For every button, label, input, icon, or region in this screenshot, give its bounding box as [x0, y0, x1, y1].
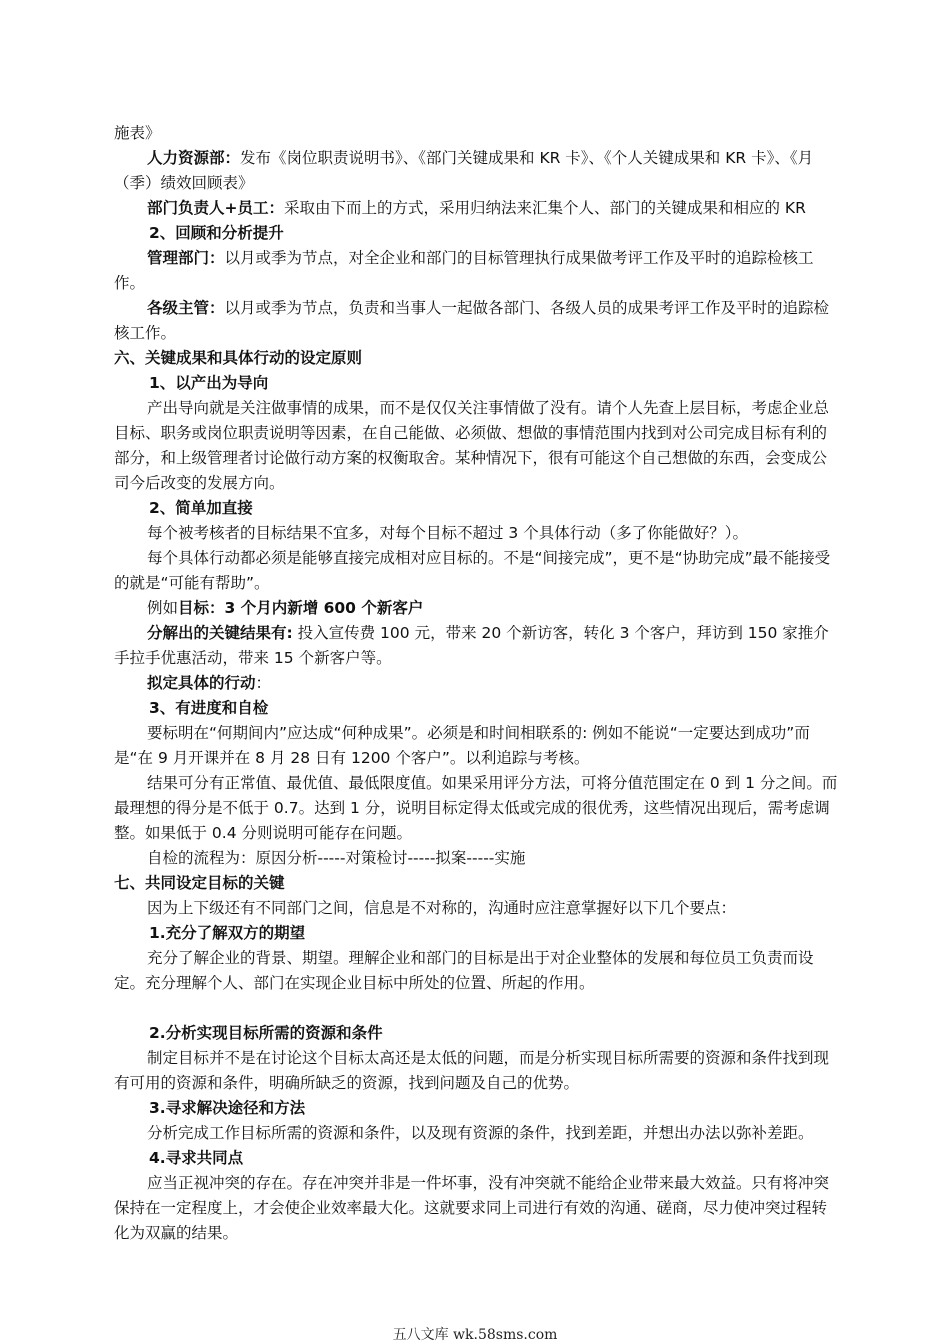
paragraph-6-3c: 自检的流程为：原因分析-----对策检讨-----拟案-----实施	[147, 849, 526, 867]
paragraph-actions	[114, 671, 838, 696]
subheading-6-3: 3、有进度和自检	[149, 699, 269, 717]
actions-colon: ：	[255, 674, 272, 692]
text-supervisors: 以月或季为节点，负责和当事人一起做各部门、各级人员的成果考评工作及平时的追踪检核工作。	[114, 299, 830, 342]
label-key-results: 分解出的关键结果有:	[147, 624, 293, 642]
example-prefix: 例如	[147, 599, 179, 617]
paragraph-7-3: 分析完成工作目标所需的资源和条件，以及现有资源的条件，找到差距，并想出办法以弥补差距。	[147, 1124, 814, 1142]
paragraph-hr-dept	[114, 146, 838, 196]
text-mgmt: 以月或季为节点，对全企业和部门的目标管理执行成果做考评工作及平时的追踪检核工作。	[114, 249, 814, 292]
paragraph-7-4: 应当正视冲突的存在。存在冲突并非是一件坏事，没有冲突就不能给企业带来最大效益。只有将冲突保持在一定程度上，才会使企业效率最大化。这就要求同上司进行有效的沟通、磋商，尽力使冲突过程转化为双赢的结果。	[114, 1174, 830, 1242]
label-hr: 人力资源部：	[147, 149, 241, 167]
section-heading-7: 七、共同设定目标的关键	[114, 874, 285, 892]
paragraph-7: 因为上下级还有不同部门之间，信息是不对称的，沟通时应注意掌握好以下几个要点：	[147, 899, 737, 917]
subheading-6-2: 2、简单加直接	[149, 499, 253, 517]
paragraph-dept-head	[114, 196, 838, 221]
footer-watermark: 五八文库 wk.58sms.com	[392, 1327, 558, 1343]
paragraph-key-results	[114, 621, 838, 671]
paragraph-7-1: 充分了解企业的背景、期望。理解企业和部门的目标是出于对企业整体的发展和每位员工负责而设定。充分理解个人、部门在实现企业目标中所处的位置、所起的作用。	[114, 949, 814, 992]
label-dept-head: 部门负责人+员工：	[147, 199, 284, 217]
document-body	[114, 121, 838, 1246]
text-line: 施表》	[114, 124, 161, 142]
text-hr: 发布《岗位职责说明书》、《部门关键成果和 KR 卡》、《个人关键成果和 KR 卡》、《月（季）绩效回顾表》	[114, 149, 814, 192]
paragraph-example	[114, 596, 838, 621]
paragraph-supervisors	[114, 296, 838, 346]
subheading-6-1: 1、以产出为导向	[149, 374, 269, 392]
label-actions: 拟定具体的行动	[147, 674, 256, 692]
paragraph-7-2: 制定目标并不是在讨论这个目标太高还是太低的问题，而是分析实现目标所需要的资源和条件找到现有可用的资源和条件，明确所缺乏的资源，找到问题及自己的优势。	[114, 1049, 830, 1092]
subheading-7-2: 2.分析实现目标所需的资源和条件	[149, 1024, 383, 1042]
subheading-7-3: 3.寻求解决途径和方法	[149, 1099, 306, 1117]
paragraph-mgmt-dept	[114, 246, 838, 296]
paragraph-6-3a: 要标明在“何期间内”应达成“何种成果”。必须是和时间相联系的: 例如不能说“一定要达到成功”而是“在 9 月开课并在 8 月 28 日有 1200 个客户”。以利追踪与考核。	[114, 724, 810, 767]
heading-review: 2、回顾和分析提升	[149, 224, 284, 242]
text-dept-head: 采取由下而上的方式，采用归纳法来汇集个人、部门的关键成果和相应的 KR	[284, 199, 806, 217]
paragraph-6-2a: 每个被考核者的目标结果不宜多，对每个目标不超过 3 个具体行动（多了你能做好？）。	[147, 524, 748, 542]
label-mgmt: 管理部门：	[147, 249, 225, 267]
subheading-7-1: 1.充分了解双方的期望	[149, 924, 306, 942]
paragraph-6-2b: 每个具体行动都必须是能够直接完成相对应目标的。不是“间接完成”，更不是“协助完成”最不能接受的就是“可能有帮助”。	[114, 549, 831, 592]
blank-line	[114, 996, 838, 1021]
subheading-7-4: 4.寻求共同点	[149, 1149, 244, 1167]
text-key-results: 投入宣传费 100 元，带来 20 个新访客，转化 3 个客户，拜访到 150 家推介手拉手优惠活动，带来 15 个新客户等。	[114, 624, 829, 667]
section-heading-6: 六、关键成果和具体行动的设定原则	[114, 349, 363, 367]
example-goal: 目标：3 个月内新增 600 个新客户	[178, 599, 424, 617]
paragraph-6-3b: 结果可分有正常值、最优值、最低限度值。如果采用评分方法，可将分值范围定在 0 到 1 分之间。而最理想的得分是不低于 0.7。达到 1 分，说明目标定得太低或完成的很优秀，这些情况出现后，需考虑调整。如果低于 0.4 分则说明可能存在问题。	[114, 774, 838, 842]
paragraph-6-1: 产出导向就是关注做事情的成果，而不是仅仅关注事情做了没有。请个人先查上层目标，考虑企业总目标、职务或岗位职责说明等因素，在自己能做、必须做、想做的事情范围内找到对公司完成目标有利的部分，和上级管理者讨论做行动方案的权衡取舍。某种情况下，很有可能这个自己想做的东西，会变成公司今后改变的发展方向。	[114, 399, 830, 492]
label-supervisors: 各级主管：	[147, 299, 225, 317]
